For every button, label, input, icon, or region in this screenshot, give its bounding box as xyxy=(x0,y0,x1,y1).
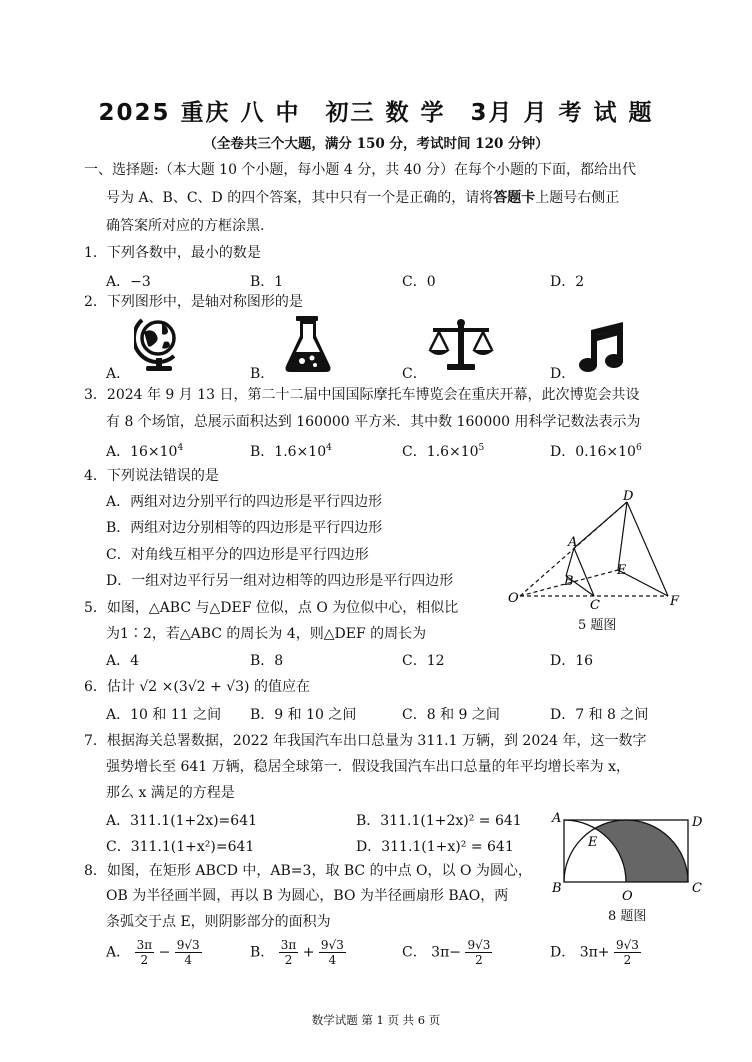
q8-c-pre: 3π− xyxy=(431,944,462,961)
q8-a-label: A． xyxy=(106,944,131,961)
q4-option-a: A．两组对边分别平行的四边形是平行四边形 xyxy=(106,494,383,510)
q8-d-pre: 3π+ xyxy=(579,944,610,961)
q1-option-d: D．2 xyxy=(550,274,585,290)
q6-stem xyxy=(84,677,310,697)
q6-stem-pre: 6．估计 xyxy=(84,679,135,695)
q6-option-d: D．7 和 8 之间 xyxy=(550,707,649,723)
q8-c-num: 9√3 xyxy=(467,938,491,952)
q4-option-d: D．一组对边平行另一组对边相等的四边形是平行四边形 xyxy=(106,573,454,589)
q2-option-d: D． xyxy=(550,366,576,382)
q3-line1: 3．2024 年 9 月 13 日，第二十二届中国国际摩托车博览会在重庆开幕，此次博览会共设 xyxy=(84,387,640,403)
page-subtitle: （全卷共三个大题，满分 150 分，考试时间 120 分钟） xyxy=(203,136,549,152)
q8-b-frac1 xyxy=(279,938,299,967)
q1-stem: 1．下列各数中，最小的数是 xyxy=(84,245,261,261)
q1-option-b: B．1 xyxy=(250,274,284,290)
q8-point-C: C xyxy=(692,881,702,896)
q5-line2: 为1∶2，若△ABC 的周长为 4，则△DEF 的周长为 xyxy=(106,626,427,642)
q8-option-a xyxy=(106,938,202,967)
q8-a-operator: − xyxy=(158,944,171,961)
q3-d-base: D．0.16×10 xyxy=(550,444,636,460)
q5-option-d: D．16 xyxy=(550,653,594,669)
q5-line1: 5．如图，△ABC 与△DEF 位似，点 O 为位似中心，相似比 xyxy=(84,600,459,616)
q3-c-base: C．1.6×10 xyxy=(402,444,479,460)
q8-b-num2: 9√3 xyxy=(320,938,344,952)
q3-line2: 有 8 个场馆，总展示面积达到 160000 平方米．其中数 160000 用科学记数法表示为 xyxy=(106,414,641,430)
q1-option-c: C．0 xyxy=(402,274,436,290)
q2-option-c: C． xyxy=(402,366,427,382)
flask-icon xyxy=(282,314,334,376)
q8-c-label: C． xyxy=(402,944,427,961)
intro-text: 号为 A、B、C、D 的四个答案，其中只有一个是正确的，请将 xyxy=(106,190,494,206)
q3-b-base: B．1.6×10 xyxy=(250,444,327,460)
q6-option-a: A．10 和 11 之间 xyxy=(106,707,222,723)
q7-option-a: A．311.1(1+2x)=641 xyxy=(106,813,258,829)
q3-option-a xyxy=(106,441,183,461)
q3-d-exp: 6 xyxy=(635,443,642,453)
q8-a-den1: 2 xyxy=(140,953,149,967)
q7-option-b: B．311.1(1+2x)² = 641 xyxy=(356,813,522,829)
q5-point-B: B xyxy=(564,574,574,589)
q5-figure xyxy=(500,488,690,616)
q8-c-frac xyxy=(465,938,492,967)
q8-line2: OB 为半径画半圆，再以 B 为圆心，BO 为半径画扇形 BAO，两 xyxy=(106,888,509,904)
q6-option-b: B．9 和 10 之间 xyxy=(250,707,357,723)
q6-stem-post: 的值应在 xyxy=(253,679,310,695)
q8-option-d xyxy=(550,938,641,967)
q7-option-c: C．311.1(1+x²)=641 xyxy=(106,839,255,855)
q8-b-num1: 3π xyxy=(280,938,297,952)
q8-b-frac2 xyxy=(319,938,346,967)
section-intro-line3: 确答案所对应的方框涂黑. xyxy=(106,218,265,234)
q7-option-d: D．311.1(1+x)² = 641 xyxy=(356,839,514,855)
q8-point-B: B xyxy=(552,881,562,896)
q8-point-E: E xyxy=(588,835,598,850)
q3-option-b xyxy=(250,441,332,461)
q8-point-D: D xyxy=(692,815,703,830)
q7-line1: 7．根据海关总署数据，2022 年我国汽车出口总量为 311.1 万辆，到 2024 年，这一数字 xyxy=(84,733,647,749)
q8-b-den2: 4 xyxy=(328,953,337,967)
q2-stem: 2．下列图形中，是轴对称图形的是 xyxy=(84,294,303,310)
q3-option-d xyxy=(550,441,642,461)
q8-a-num1: 3π xyxy=(136,938,153,952)
q8-a-frac2 xyxy=(175,938,202,967)
q8-b-den1: 2 xyxy=(284,953,293,967)
music-note-icon xyxy=(577,318,627,374)
q8-figure-label: 8 题图 xyxy=(608,909,647,924)
q3-b-exp: 4 xyxy=(326,443,332,453)
q3-a-base: A．16×10 xyxy=(106,444,178,460)
q8-line1: 8．如图，在矩形 ABCD 中，AB=3，取 BC 的中点 O，以 O 为圆心， xyxy=(84,863,532,879)
q6-expression: √2 ×(3√2 + √3) xyxy=(139,679,250,695)
q5-point-A: A xyxy=(568,535,578,550)
q8-option-c xyxy=(402,938,492,967)
q3-option-c xyxy=(402,441,484,461)
q1-option-a: A．−3 xyxy=(106,274,151,290)
q8-d-num: 9√3 xyxy=(615,938,639,952)
q8-a-den2: 4 xyxy=(184,953,193,967)
q5-figure-label: 5 题图 xyxy=(578,618,617,633)
q4-stem: 4．下列说法错误的是 xyxy=(84,468,219,484)
q4-option-b: B．两组对边分别相等的四边形是平行四边形 xyxy=(106,520,383,536)
q8-d-frac xyxy=(614,938,641,967)
q5-point-F: F xyxy=(670,594,680,609)
q3-c-exp: 5 xyxy=(478,443,485,453)
q8-a-frac1 xyxy=(135,938,155,967)
q5-point-E: E xyxy=(617,563,627,578)
q8-b-label: B． xyxy=(250,944,275,961)
q7-line2: 强势增长至 641 万辆，稳居全球第一．假设我国汽车出口总量的年平均增长率为 x， xyxy=(106,759,630,775)
q8-figure xyxy=(546,808,716,908)
q5-option-c: C．12 xyxy=(402,653,445,669)
q5-point-D: D xyxy=(623,489,634,504)
answer-card-text: 答题卡 xyxy=(493,190,536,206)
q2-option-a: A． xyxy=(106,366,131,382)
globe-icon xyxy=(134,314,186,376)
q8-point-A: A xyxy=(552,811,562,826)
q5-point-C: C xyxy=(590,598,600,613)
q8-d-label: D． xyxy=(550,944,576,961)
q8-d-den: 2 xyxy=(623,953,632,967)
page-footer: 数学试题 第 1 页 共 6 页 xyxy=(311,1013,441,1027)
intro-text-end: 上题号右侧正 xyxy=(535,190,620,206)
section-intro-line2 xyxy=(106,188,619,208)
q5-option-b: B．8 xyxy=(250,653,284,669)
q8-option-b xyxy=(250,938,346,967)
q5-option-a: A．4 xyxy=(106,653,140,669)
balance-scale-icon xyxy=(427,318,495,374)
page-title: 2025 重庆 八 中 初三 数 学 3月 月 考 试 题 xyxy=(98,100,654,126)
q8-b-operator: + xyxy=(302,944,315,961)
section-intro-line1: 一、选择题:（本大题 10 个小题，每小题 4 分，共 40 分）在每个小题的下面，都给出代 xyxy=(84,162,636,178)
q5-point-O: O xyxy=(508,591,519,606)
q6-option-c: C．8 和 9 之间 xyxy=(402,707,500,723)
q2-option-b: B． xyxy=(250,366,275,382)
q3-a-exp: 4 xyxy=(177,443,184,453)
q4-option-c: C．对角线互相平分的四边形是平行四边形 xyxy=(106,547,369,563)
q8-point-O: O xyxy=(622,889,633,904)
q8-a-num2: 9√3 xyxy=(176,938,200,952)
q7-line3: 那么 x 满足的方程是 xyxy=(106,785,235,801)
q8-c-den: 2 xyxy=(475,953,483,967)
q8-line3: 条弧交于点 E，则阴影部分的面积为 xyxy=(106,914,331,930)
